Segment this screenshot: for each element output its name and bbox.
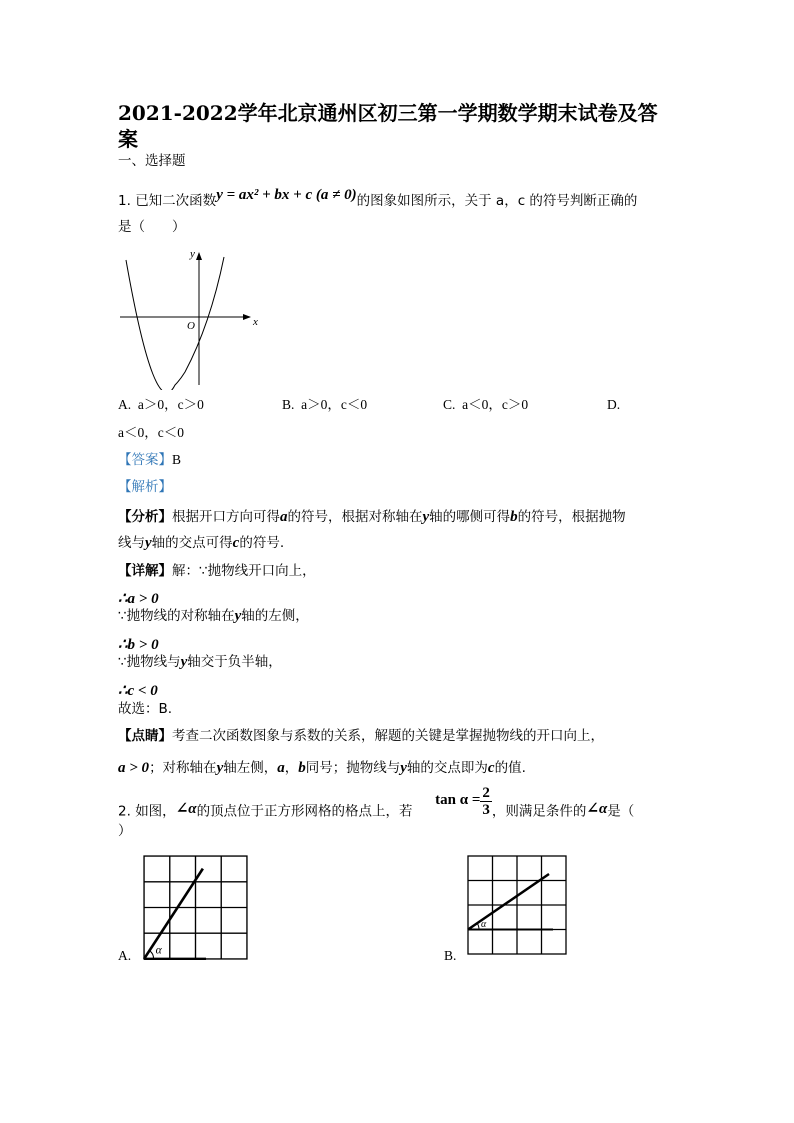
dianjing-line2: a > 0；对称轴在y轴左侧，a，b同号；抛物线与y轴的交点即为c的值. (118, 760, 526, 776)
alpha-label: α (155, 944, 162, 957)
q1-option-d-text: a＜0，c＜0 (118, 425, 184, 440)
section-heading: 一、选择题 (118, 153, 186, 169)
parabola-curve (126, 257, 224, 390)
answer-value: B (172, 452, 182, 467)
tan-fraction: $\frac{2}{3}$ (482, 785, 490, 818)
q2-option-b-letter: B. (444, 948, 457, 963)
y-axis-label: y (190, 248, 195, 260)
fenxi-line2: 线与y轴的交点可得c的符号. (118, 535, 285, 551)
tan-label: tan α = (435, 791, 481, 808)
q1-option-d-letter: D. (607, 397, 621, 412)
q1-stem-post: 的图象如图所示，关于 a，c 的符号判断正确的 (356, 193, 638, 209)
step-symmetry-axis: ∵抛物线的对称轴在y轴的左侧， (118, 608, 309, 624)
conclusion: 故选：B. (118, 701, 173, 717)
step-b-positive: ∴b > 0 (118, 637, 159, 653)
x-axis-label: x (253, 316, 258, 328)
q1-parabola-graph (115, 245, 265, 390)
q2-option-a-grid (143, 855, 248, 960)
origin-label: O (187, 320, 195, 332)
step-c-negative: ∴c < 0 (118, 683, 158, 699)
alpha-label: α (481, 919, 487, 930)
q2-stem: 2. 如图，∠α的顶点位于正方形网格的格点上，若 tan α = $\frac{2}{3}$ ，则满足条件的∠α是（ (118, 785, 635, 820)
fenxi-line1: 【分析】根据开口方向可得a的符号，根据对称轴在y轴的哪侧可得b的符号，根据抛物 (118, 509, 626, 525)
q1-stem-pre: 已知二次函数 (135, 193, 217, 209)
q1-stem (118, 187, 638, 210)
document-title-line2: 案 (118, 127, 138, 151)
q2-stem-line2: ） (118, 823, 132, 839)
answer-tag: 【答案】 (118, 452, 172, 468)
q1-option-a: A. a＞0，c＞0 (118, 397, 204, 412)
q1-formula: y = ax² + bx + c (a ≠ 0) (216, 187, 357, 203)
xiangjie-line: 【详解】解：∵抛物线开口向上， (118, 563, 316, 579)
q1-answer (118, 451, 181, 469)
document-title-line1: 2021-2022学年北京通州区初三第一学期数学期末试卷及答 (118, 101, 658, 125)
q2-option-b-grid (467, 855, 567, 955)
q1-option-b: B. a＞0，c＜0 (282, 397, 368, 412)
q1-option-c: C. a＜0，c＞0 (443, 397, 529, 412)
dianjing-line1: 【点睛】考查二次函数图象与系数的关系，解题的关键是掌握抛物线的开口向上， (118, 728, 604, 744)
q1-stem-line2: 是（ ） (118, 219, 186, 235)
q1-number: 1. (118, 193, 131, 209)
q2-option-a-letter: A. (118, 948, 132, 963)
step-intercept: ∵抛物线与y轴交于负半轴， (118, 654, 282, 670)
analysis-tag: 【解析】 (118, 479, 172, 495)
step-a-positive: ∴a > 0 (118, 591, 159, 607)
